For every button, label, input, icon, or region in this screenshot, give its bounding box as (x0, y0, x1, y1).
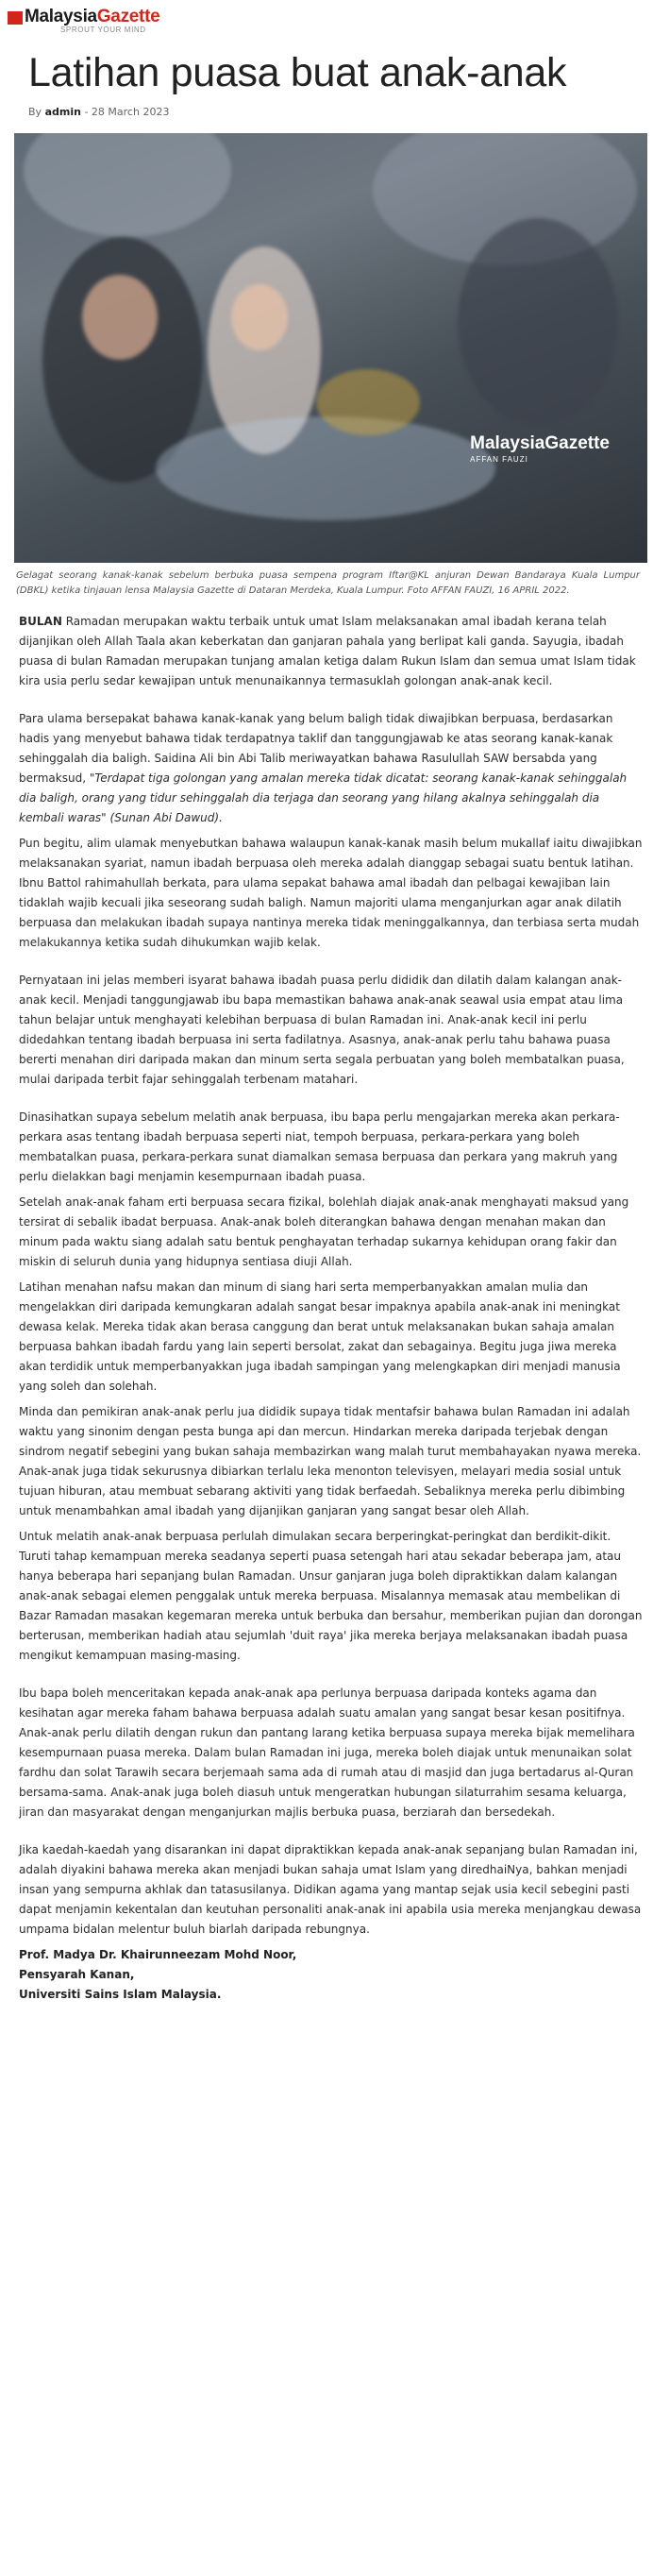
paragraph: Pun begitu, alim ulamak menyebutkan bahawa walaupun kanak-kanak masih belum mukallaf iaitu diwajibkan melaksanakan syariat, namun ibadah berpuasa oleh mereka adalah dianggap sebagai suatu bentuk latihan. Ibnu Battol rahimahullah berkata, para ulama sepakat bahawa amal ibadah dan pelbagai kewajiban lain tidaklah wajib kecuali jika seseorang sudah baligh. Namun majoriti ulama menganjurkan agar anak dilatih berpuasa dan melakukan ibadah supaya nantinya mereka tidak meninggalkannya, dan terbiasa serta mudah melakukannya ketika sudah dihukumkan wajib kelak. (19, 836, 643, 949)
paragraph: Para ulama bersepakat bahawa kanak-kanak yang belum baligh tidak diwajibkan berpuasa, berdasarkan hadis yang menyebut bahawa tidak terdapatnya taklif dan tanggungjawab ke atas seorang kanak-kanak sehinggalah dia baligh. Saidina Ali bin Abi Talib meriwayatkan bahawa Rasulullah SAW bersabda yang bermaksud, "Terdapat tiga golongan yang amalan mereka tidak dicatat: seorang kanak-kanak sehinggalah dia baligh, orang yang tidur sehinggalah dia terjaga dan seorang yang hilang akalnya sehinggalah dia kembali waras" (Sunan Abi Dawud). (19, 711, 628, 824)
photo-caption: Gelagat seorang kanak-kanak sebelum berbuka puasa sempena program Iftar@KL anjuran Dewan Bandaraya Kuala Lumpur (DBKL) ketika tinjauan lensa Malaysia Gazette di Dataran Merdeka, Kuala Lumpur. Foto AFFAN FAUZI, 16 APRIL 2022. (16, 569, 640, 596)
paragraph: Minda dan pemikiran anak-anak perlu jua dididik supaya tidak mentafsir bahawa bulan Ramadan ini adalah waktu yang sinonim dengan pesta bunga api dan mercun. Hindarkan mereka daripada terjebak dengan sindrom negatif sebegini yang bukan sahaja membazirkan wang malah turut membahayakan nyawa mereka. Anak-anak juga tidak sekurusnya dibiarkan terlalu leka menonton televisyen, melayari media sosial untuk tujuan hiburan, atau membuat sebarang aktiviti yang tidak berfaedah. Sebaliknya mereka perlu dibimbing untuk menambahkan amal ibadah yang dijanjikan ganjaran yang sangat besar oleh Allah. (19, 1404, 642, 1517)
by-label: By (28, 105, 42, 118)
photo-water-bottles (156, 416, 495, 520)
hero-photo (14, 133, 647, 563)
article-body (19, 612, 644, 2005)
paragraph: Pernyataan ini jelas memberi isyarat bahawa ibadah puasa perlu dididik dan dilatih dalam kalangan anak-anak kecil. Menjadi tanggungjawab ibu bapa memastikan bahawa anak-anak seawal usia empat atau lima tahun belajar untuk menghayati kelebihan berpuasa di bulan Ramadan ini. Anak-anak kecil ini perlu didedahkan tentang ibadah berpuasa ini serta fadilatnya. Asasnya, anak-anak perlu tahu bahawa puasa bererti menahan diri daripada makan dan minum serta segala perbuatan yang boleh membatalkan puasa, mulai daripada terbit fajar sehinggalah terbenam matahari. (19, 973, 625, 1086)
site-header (0, 0, 653, 42)
logo-prefix: Malaysia (25, 7, 97, 26)
paragraph: Ibu bapa boleh menceritakan kepada anak-anak apa perlunya berpuasa daripada konteks agama dan kesihatan agar mereka faham bahawa berpuasa adalah suatu amalan yang sangat besar kesan positifnya. Anak-anak perlu dilatih dengan rukun dan pantang larang ketika berpuasa supaya mereka bijak memelihara kesempurnaan puasa mereka. Dalam bulan Ramadan ini juga, mereka boleh diajak untuk menunaikan solat fardhu dan solat Tarawih secara berjemaah sama ada di rumah atau di masjid dan juga bertadarus al-Quran bersama-sama. Anak-anak juga boleh diasuh untuk mengeratkan hubungan silaturrahim sesama keluarga, jiran dan masyarakat dengan menganjurkan majlis berbuka puasa, berziarah dan bersedekah. (19, 1686, 635, 1819)
photo-child-face (231, 284, 288, 350)
author-signature (19, 1945, 644, 2005)
site-logo[interactable] (8, 8, 159, 34)
signature-institution: Universiti Sains Islam Malaysia. (19, 1987, 222, 2001)
paragraph: Latihan menahan nafsu makan dan minum di siang hari serta memperbanyakkan amalan mulia dan mengelakkan diri daripada kemungkaran adalah sangat besar impaknya apabila anak-anak ini meningkat dewasa kelak. Mereka tidak akan berasa canggung dan berat untuk melaksanakan bukan sahaja amalan berpuasa bahkan ibadah fardu yang lain seperti bersolat, zakat dan sebagainya. Begitu juga jiwa mereka akan terdidik untuk memperbanyakkan juga ibadah sampingan yang melengkapkan diri menjadi manusia yang soleh dan solehah. (19, 1280, 621, 1393)
paragraph: Dinasihatkan supaya sebelum melatih anak berpuasa, ibu bapa perlu mengajarkan mereka akan perkara-perkara asas tentang ibadah berpuasa seperti niat, tempoh berpuasa, perkara-perkara yang boleh membatalkan puasa, perkara-perkara sunat diamalkan semasa berpuasa dan perkara yang makruh yang perlu dielakkan bagi menjamin kesempurnaan ibadah puasa. (19, 1110, 620, 1183)
article-meta (28, 106, 644, 118)
hadith-quote: "Terdapat tiga golongan yang amalan mereka tidak dicatat: seorang kanak-kanak sehinggalah dia baligh, orang yang tidur sehinggalah dia terjaga dan seorang yang hilang akalnya sehinggalah dia kembali waras" (Sunan Abi Dawud). (19, 771, 628, 824)
page-title: Latihan puasa buat anak-anak (28, 50, 567, 95)
photo-food (316, 369, 420, 435)
meta-separator: - (84, 105, 89, 118)
photo-person-right (458, 218, 618, 426)
article (0, 49, 653, 2005)
paragraph: BULAN Ramadan merupakan waktu terbaik untuk umat Islam melaksanakan amal ibadah kerana telah dijanjikan oleh Allah Taala akan keberkatan dan ganjaran pahala yang berlipat kali ganda. Sayugia, ibadah puasa di bulan Ramadan merupakan tunjang amalan ketiga dalam Rukun Islam dan semua umat Islam tidak kira usia perlu sedar kewajipan untuk menunaikannya termasuklah golongan anak-anak kecil. (19, 614, 636, 687)
author-link[interactable]: admin (44, 105, 81, 118)
photo-woman-face (82, 275, 158, 360)
signature-name: Prof. Madya Dr. Khairunneezam Mohd Noor, (19, 1947, 297, 1961)
publish-date: 28 March 2023 (91, 105, 170, 118)
paragraph: Setelah anak-anak faham erti berpuasa secara fizikal, bolehlah diajak anak-anak menghayati maksud yang tersirat di sebalik ibadat berpuasa. Anak-anak boleh diterangkan bahawa dengan menahan makan dan minum pada waktu siang adalah satu bentuk penghayatan terhadap sukarnya kehidupan orang fakir dan miskin di seluruh dunia yang hidupnya sentiasa diuji Allah. (19, 1195, 629, 1268)
logo-tagline: SPROUT YOUR MIND (60, 25, 146, 34)
paragraph: Jika kaedah-kaedah yang disarankan ini dapat dipraktikkan kepada anak-anak sepanjang bulan Ramadan ini, adalah diyakini bahawa mereka akan menjadi bukan sahaja umat Islam yang diredhaiNya, bahkan menjadi insan yang sempurna akhlak dan tatasusilanya. Didikan agama yang mantap sejak usia kecil sebegini pasti dapat menjamin kekentalan dan keutuhan personaliti anak-anak ini apabila usia mereka menjangkau dewasa umpama bidalan melentur buluh biarlah daripada rebungnya. (19, 1842, 642, 1936)
logo-accent: Gazette (96, 7, 160, 26)
photo-watermark: MalaysiaGazette AFFAN FAUZI (470, 432, 610, 464)
photo-crowd-left (24, 133, 231, 237)
signature-position: Pensyarah Kanan, (19, 1967, 135, 1981)
logo-mark-icon (8, 11, 23, 25)
paragraph: Untuk melatih anak-anak berpuasa perlulah dimulakan secara berperingkat-peringkat dan berdikit-dikit. Turuti tahap kemampuan mereka seadanya seperti puasa setengah hari atau sekadar beberapa jam, atau hanya beberapa hari sepanjang bulan Ramadan. Unsur ganjaran juga boleh dipraktikkan dalam kalangan anak-anak sebagai elemen penggalak untuk mereka berpuasa. Misalannya memasak atau membelikan di Bazar Ramadan masakan kegemaran mereka untuk berbuka dan bersahur, memberikan pujian dan dorongan berterusan, memberikan hadiah atau sejumlah 'duit raya' jika mereka berjaya melaksanakan ibadah puasa mengikut kemampuan masing-masing. (19, 1529, 643, 1662)
